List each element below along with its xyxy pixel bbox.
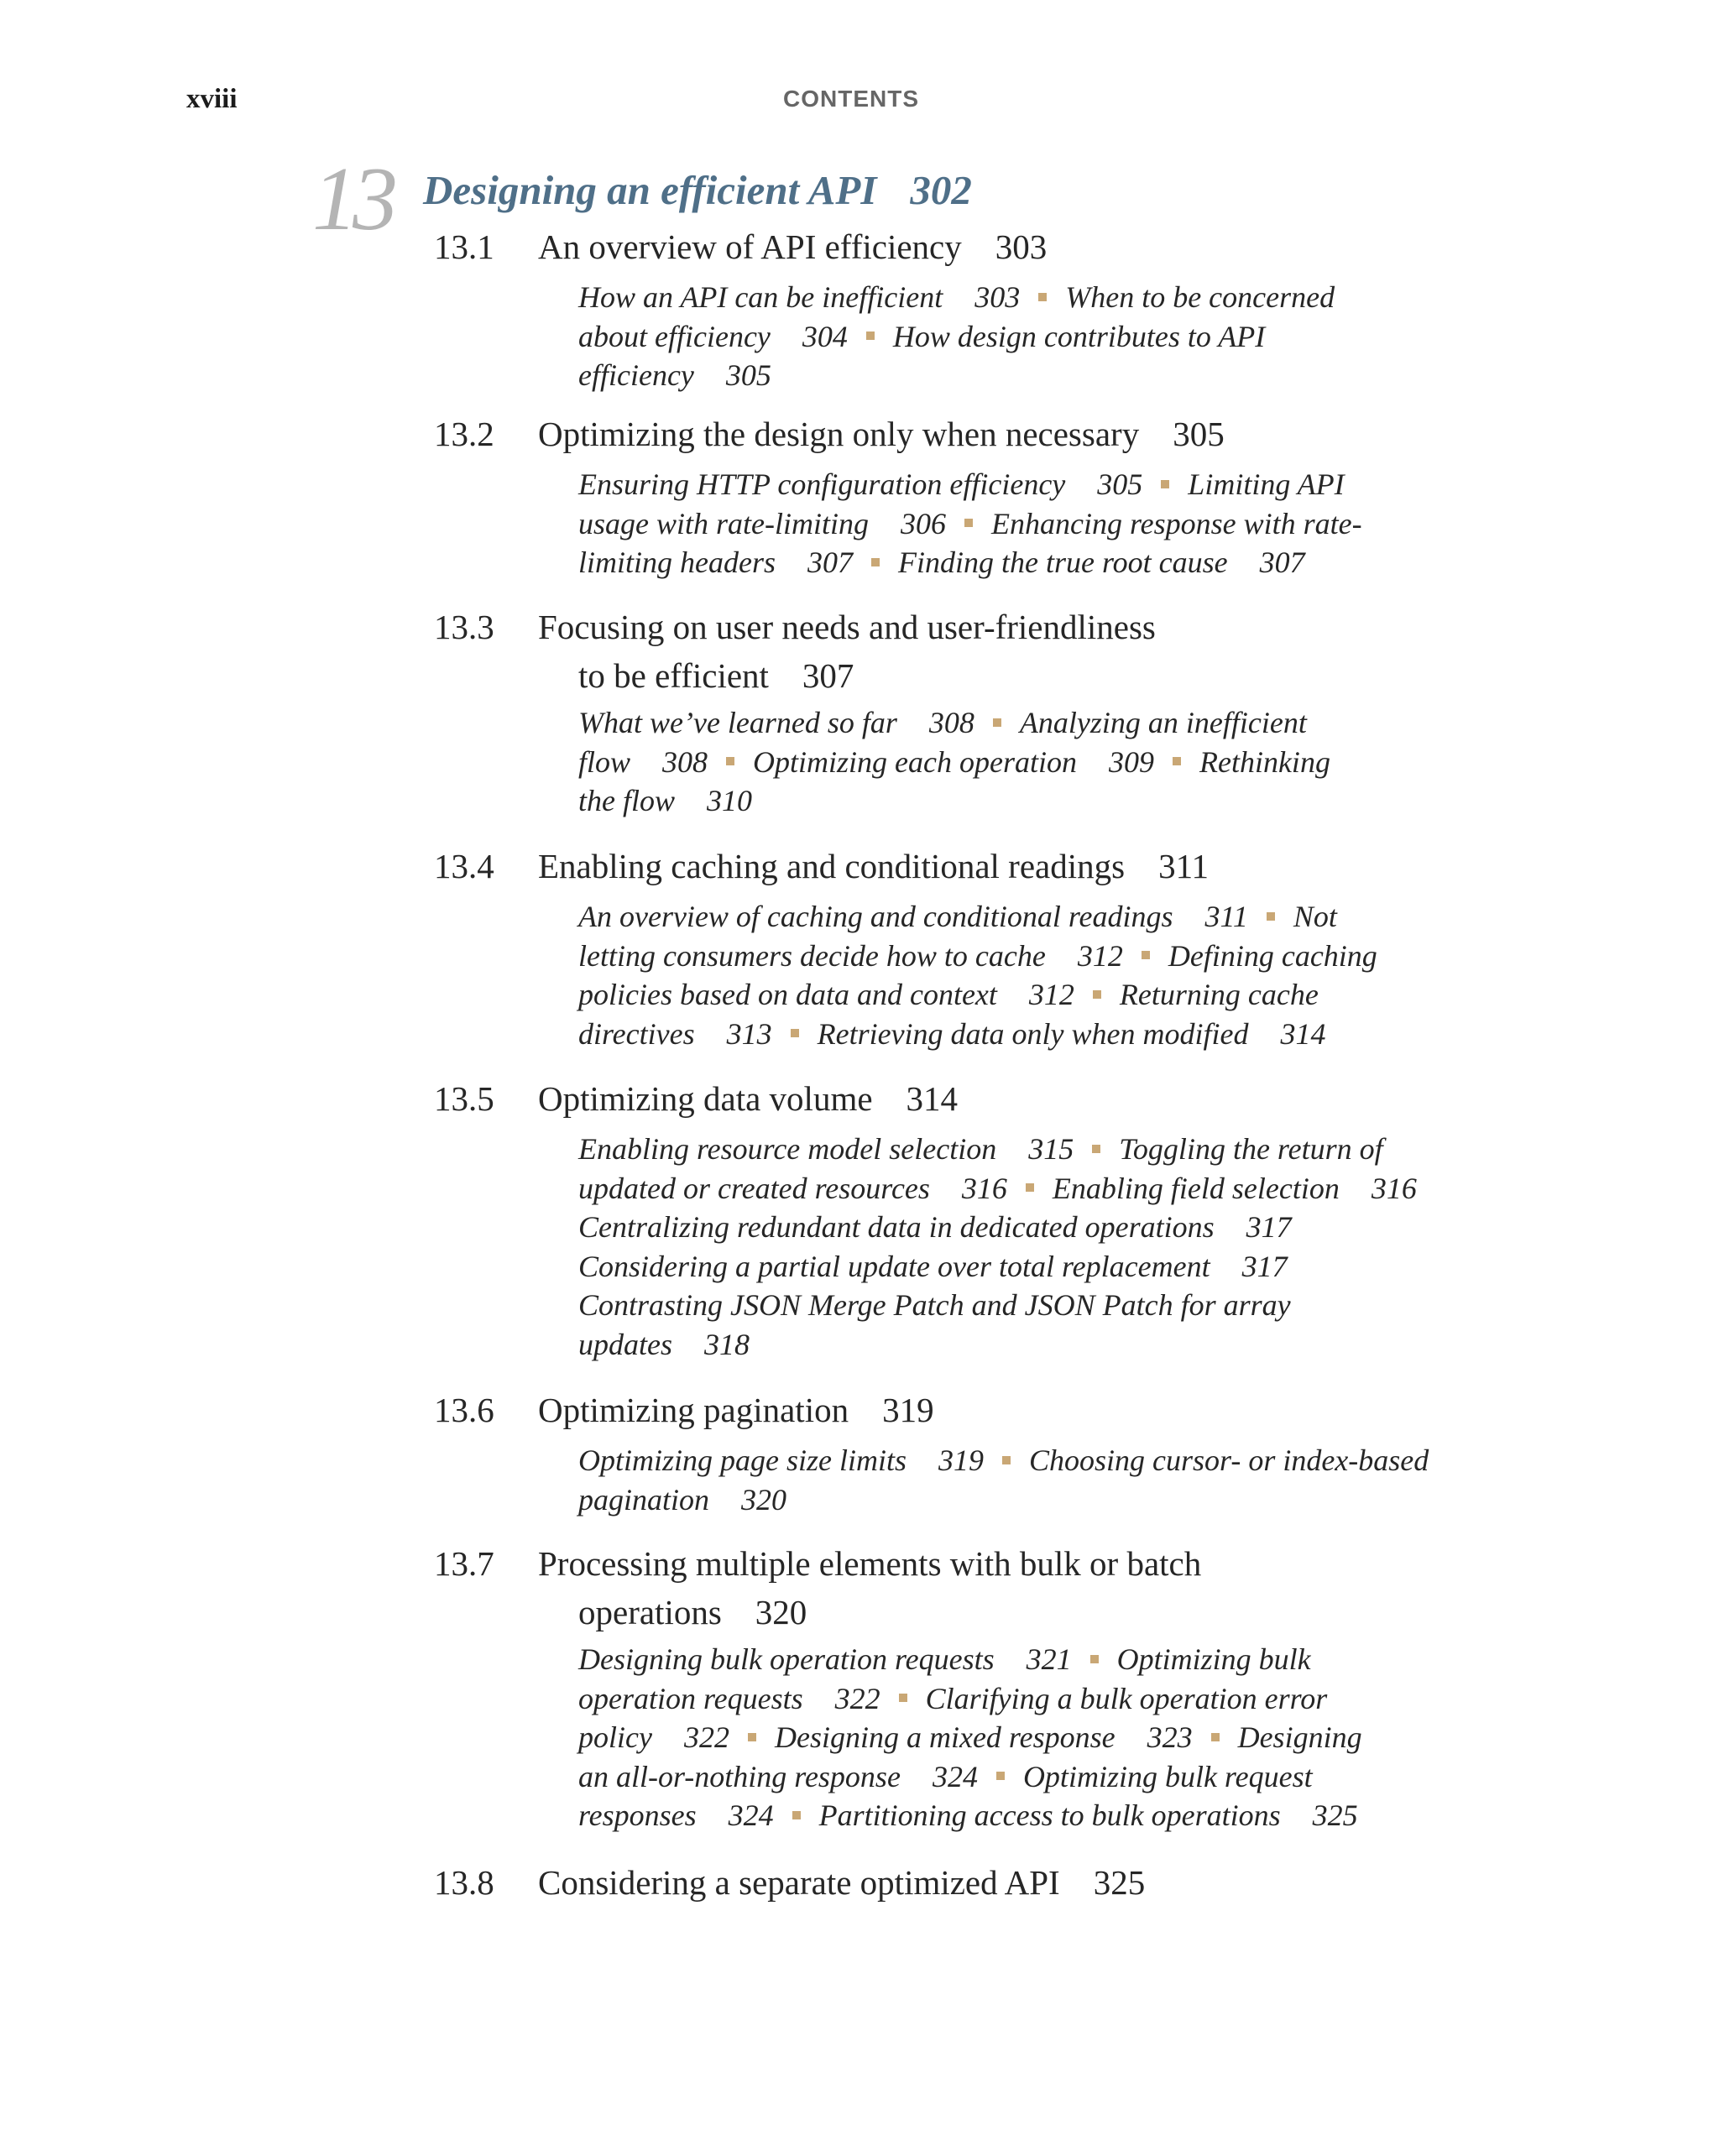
subsection-title: Finding the true root cause (897, 546, 1228, 579)
subsection-page: 323 (1147, 1720, 1193, 1754)
subsection-title: about efficiency (578, 319, 771, 353)
subsection-title: Ensuring HTTP configuration efficiency (578, 467, 1066, 501)
square-bullet-icon (792, 1811, 801, 1819)
subsection-title: Centralizing redundant data in dedicated operations (578, 1210, 1215, 1244)
subsection-page: 320 (741, 1482, 787, 1517)
subsection-line (578, 1169, 1451, 1209)
subsection-page: 316 (961, 1171, 1007, 1205)
square-bullet-icon (1173, 757, 1181, 765)
subsection-page: 324 (728, 1798, 774, 1832)
subsection-title: Designing a mixed response (774, 1720, 1116, 1754)
subsection-title: Enabling field selection (1052, 1171, 1340, 1205)
section-page: 305 (1173, 415, 1225, 453)
subsection-title: Designing bulk operation requests (578, 1642, 995, 1676)
subsection-title: Rethinking (1199, 744, 1330, 779)
section-number: 13.7 (434, 1544, 494, 1583)
subsection-title: flow (578, 744, 631, 779)
section-title-text: operations (578, 1593, 722, 1631)
subsection-title: usage with rate-limiting (578, 506, 869, 540)
subsection-line (578, 1015, 1451, 1054)
subsection-title: What we’ve learned so far (578, 706, 897, 739)
subsection-page: 322 (834, 1681, 880, 1715)
subsection-title: An overview of caching and conditional readings (578, 900, 1173, 933)
square-bullet-icon (1142, 951, 1150, 959)
subsection-list (578, 1130, 1451, 1364)
section-title-text: Processing multiple elements with bulk or batch (538, 1544, 1202, 1583)
section-title (538, 1074, 958, 1123)
subsection-line (578, 1640, 1451, 1679)
subsection-title: Contrasting JSON Merge Patch and JSON Patch for array (578, 1288, 1291, 1322)
subsection-line (578, 543, 1451, 582)
subsection-page: 311 (1204, 900, 1248, 933)
square-bullet-icon (866, 331, 875, 340)
subsection-title: Optimizing bulk (1116, 1642, 1311, 1676)
subsection-title: Enabling resource model selection (578, 1132, 997, 1166)
square-bullet-icon (964, 519, 973, 527)
chapter-title-text: Designing an efficient API (423, 167, 877, 213)
subsection-title: Defining caching (1168, 938, 1377, 973)
subsection-title: Designing (1237, 1720, 1362, 1754)
subsection-line (578, 1718, 1451, 1757)
subsection-line (578, 278, 1451, 317)
running-head: CONTENTS (783, 86, 919, 112)
subsection-list (578, 897, 1451, 1053)
subsection-title: Choosing cursor- or index-based (1029, 1443, 1429, 1477)
subsection-line (578, 504, 1451, 544)
subsection-title: an all-or-nothing response (578, 1759, 901, 1793)
subsection-title: efficiency (578, 358, 694, 392)
section-title-text: Focusing on user needs and user-friendliness (538, 608, 1156, 646)
subsection-title: Partitioning access to bulk operations (818, 1798, 1281, 1832)
subsection-page: 318 (704, 1327, 750, 1361)
subsection-title: updated or created resources (578, 1171, 930, 1205)
section-title (538, 1858, 1145, 1907)
chapter-number: 13 (312, 149, 393, 249)
subsection-page: 322 (683, 1720, 729, 1754)
subsection-page: 321 (1026, 1642, 1072, 1676)
section-title (538, 222, 1047, 271)
subsection-page: 305 (725, 358, 771, 392)
subsection-list (578, 1640, 1451, 1835)
square-bullet-icon (996, 1772, 1005, 1780)
section-number: 13.4 (434, 847, 494, 885)
subsection-title: limiting headers (578, 546, 776, 579)
subsection-page: 310 (707, 784, 752, 817)
section-number: 13.5 (434, 1079, 494, 1118)
square-bullet-icon (1092, 1145, 1100, 1153)
subsection-page: 324 (932, 1759, 978, 1793)
section-number: 13.3 (434, 608, 494, 646)
subsection-line (578, 1286, 1451, 1325)
subsection-line (578, 743, 1451, 782)
square-bullet-icon (871, 558, 880, 566)
subsection-page: 309 (1108, 744, 1154, 779)
subsection-page: 304 (802, 319, 848, 353)
section-title-text: An overview of API efficiency (538, 227, 962, 266)
subsection-page: 312 (1077, 938, 1123, 973)
subsection-list (578, 703, 1451, 821)
subsection-line (578, 1679, 1451, 1719)
square-bullet-icon (726, 757, 734, 765)
section-title-text: to be efficient (578, 656, 769, 695)
subsection-title: operation requests (578, 1681, 803, 1715)
subsection-line (578, 1247, 1451, 1287)
subsection-title: responses (578, 1798, 697, 1832)
chapter-title (423, 164, 972, 217)
subsection-line (578, 1130, 1451, 1169)
subsection-title: the flow (578, 784, 675, 817)
subsection-page: 314 (1280, 1016, 1326, 1051)
section-title (538, 842, 1209, 890)
subsection-title: Returning cache (1119, 978, 1319, 1011)
chapter-page: 302 (910, 167, 972, 213)
subsection-title: How an API can be inefficient (578, 280, 943, 314)
section-title-text: Considering a separate optimized API (538, 1863, 1060, 1902)
subsection-page: 305 (1097, 467, 1143, 501)
subsection-page: 307 (807, 546, 853, 579)
section-title-text: Enabling caching and conditional readings (538, 847, 1126, 885)
subsection-title: How design contributes to API (892, 319, 1266, 353)
section-page: 319 (882, 1391, 934, 1429)
square-bullet-icon (1211, 1733, 1220, 1741)
subsection-title: pagination (578, 1482, 710, 1517)
subsection-page: 313 (726, 1016, 772, 1051)
subsection-page: 315 (1028, 1132, 1074, 1166)
section-page: 314 (906, 1079, 959, 1118)
subsection-line (578, 1480, 1451, 1520)
subsection-line (578, 317, 1451, 357)
subsection-line (578, 1208, 1451, 1247)
section-number: 13.2 (434, 415, 494, 453)
square-bullet-icon (1026, 1183, 1034, 1192)
subsection-line (578, 703, 1451, 743)
section-page: 325 (1093, 1863, 1146, 1902)
subsection-page: 308 (928, 706, 974, 739)
subsection-title: Optimizing bulk request (1022, 1759, 1313, 1793)
square-bullet-icon (791, 1029, 799, 1037)
subsection-line (578, 975, 1451, 1015)
subsection-page: 316 (1371, 1171, 1417, 1205)
square-bullet-icon (1090, 1655, 1099, 1663)
subsection-title: Optimizing each operation (753, 744, 1077, 779)
subsection-title: Optimizing page size limits (578, 1443, 907, 1477)
subsection-page: 307 (1259, 546, 1305, 579)
section-page: 311 (1158, 847, 1210, 885)
page-number: xviii (186, 84, 238, 114)
subsection-title: Limiting API (1188, 467, 1345, 501)
subsection-title: Not (1293, 900, 1337, 933)
subsection-title: policies based on data and context (578, 978, 997, 1011)
section-title (538, 410, 1225, 458)
subsection-page: 303 (974, 280, 1021, 314)
section-title-text: Optimizing the design only when necessary (538, 415, 1140, 453)
subsection-line (578, 1441, 1451, 1480)
subsection-list (578, 278, 1451, 395)
section-page: 320 (755, 1593, 807, 1631)
subsection-line (578, 937, 1451, 976)
subsection-line (578, 356, 1451, 395)
subsection-page: 317 (1241, 1249, 1288, 1283)
subsection-title: policy (578, 1720, 652, 1754)
subsection-line (578, 897, 1451, 937)
section-title-text: Optimizing data volume (538, 1079, 873, 1118)
subsection-line (578, 465, 1451, 504)
subsection-line (578, 1757, 1451, 1797)
section-number: 13.1 (434, 227, 494, 266)
subsection-page: 308 (662, 744, 708, 779)
subsection-page: 306 (901, 506, 946, 540)
subsection-title: directives (578, 1016, 695, 1051)
subsection-list (578, 465, 1451, 582)
subsection-title: Retrieving data only when modified (817, 1016, 1249, 1051)
section-title-text: Optimizing pagination (538, 1391, 849, 1429)
subsection-title: Toggling the return of (1119, 1132, 1383, 1166)
subsection-page: 325 (1312, 1798, 1358, 1832)
subsection-line (578, 781, 1451, 821)
section-page: 303 (995, 227, 1048, 266)
square-bullet-icon (1267, 912, 1275, 921)
section-title (538, 1539, 1201, 1637)
section-title (538, 1386, 934, 1434)
subsection-title: Analyzing an inefficient (1019, 706, 1307, 739)
subsection-page: 319 (938, 1443, 985, 1477)
square-bullet-icon (1093, 990, 1101, 999)
subsection-title: When to be concerned (1065, 280, 1335, 314)
subsection-title: updates (578, 1327, 672, 1361)
square-bullet-icon (1038, 293, 1047, 301)
subsection-page: 317 (1246, 1210, 1292, 1244)
subsection-title: letting consumers decide how to cache (578, 938, 1046, 973)
section-number: 13.8 (434, 1863, 494, 1902)
section-number: 13.6 (434, 1391, 494, 1429)
square-bullet-icon (748, 1733, 756, 1741)
subsection-line (578, 1325, 1451, 1365)
subsection-title: Enhancing response with rate- (991, 506, 1362, 540)
subsection-title: Clarifying a bulk operation error (925, 1681, 1328, 1715)
subsection-title: Considering a partial update over total replacement (578, 1249, 1210, 1283)
square-bullet-icon (1002, 1456, 1011, 1464)
subsection-line (578, 1796, 1451, 1835)
square-bullet-icon (993, 718, 1001, 727)
square-bullet-icon (1161, 480, 1169, 488)
square-bullet-icon (899, 1694, 907, 1702)
subsection-list (578, 1441, 1451, 1519)
section-title (538, 603, 1156, 700)
section-page: 307 (802, 656, 854, 695)
subsection-page: 312 (1028, 978, 1074, 1011)
